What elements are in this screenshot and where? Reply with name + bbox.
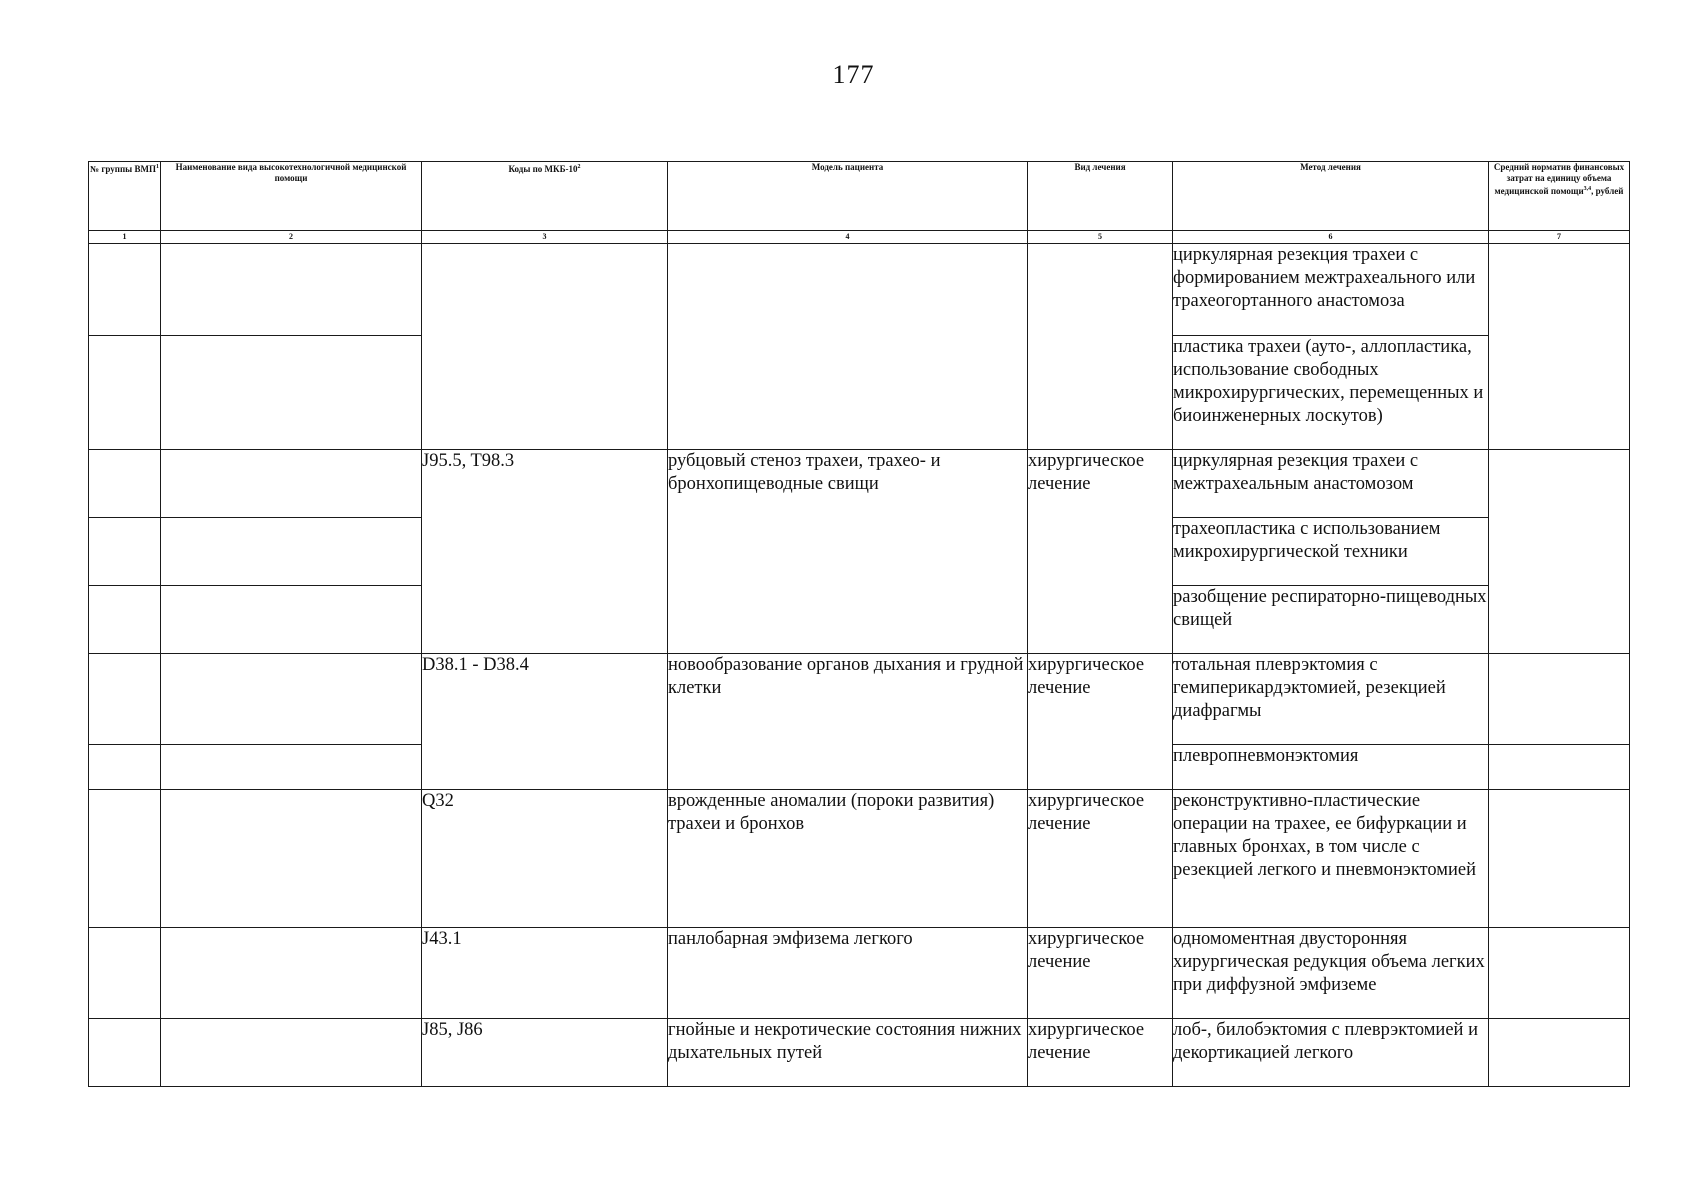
column-number: 5 (1028, 231, 1173, 244)
group-number-cell (89, 790, 161, 928)
service-name-cell (161, 1019, 422, 1087)
treatment-method-cell: циркулярная резекция трахеи с формированием межтрахеального или трахеогортанного анастомоза (1173, 244, 1489, 336)
column-number: 7 (1489, 231, 1630, 244)
column-number: 3 (422, 231, 668, 244)
header-cost-standard: Средний норматив финансовых затрат на единицу объема медицинской помощи$^{3,4}$, рублей (1489, 162, 1630, 231)
patient-model-cell: гнойные и некротические состояния нижних дыхательных путей (668, 1019, 1028, 1087)
cost-cell (1489, 790, 1630, 928)
treatment-type-cell: хирургическое лечение (1028, 928, 1173, 1019)
treatment-method-cell: реконструктивно-пластические операции на трахее, ее бифуркации и главных бронхах, в том числе с резекцией легкого и пневмонэктомией (1173, 790, 1489, 928)
treatment-type-cell: хирургическое лечение (1028, 1019, 1173, 1087)
header-treatment-type: Вид лечения (1028, 162, 1173, 231)
group-number-cell (89, 244, 161, 336)
service-name-cell (161, 790, 422, 928)
patient-model-cell: врожденные аномалии (пороки развития) трахеи и бронхов (668, 790, 1028, 928)
page-number: 177 (832, 60, 875, 89)
table-row (89, 450, 1630, 518)
column-number-row (89, 231, 1630, 244)
column-number: 1 (89, 231, 161, 244)
treatment-method-cell: одномоментная двусторонняя хирургическая редукция объема легких при диффузной эмфиземе (1173, 928, 1489, 1019)
table-row (89, 1019, 1630, 1087)
treatment-type-cell: хирургическое лечение (1028, 654, 1173, 790)
treatment-type-cell: хирургическое лечение (1028, 450, 1173, 654)
cost-cell (1489, 928, 1630, 1019)
icd-codes-cell: D38.1 - D38.4 (422, 654, 668, 790)
treatment-method-cell: циркулярная резекция трахеи с межтрахеальным анастомозом (1173, 450, 1489, 518)
group-number-cell (89, 586, 161, 654)
column-number: 2 (161, 231, 422, 244)
treatment-method-cell: тотальная плеврэктомия с гемиперикардэктомией, резекцией диафрагмы (1173, 654, 1489, 745)
cost-cell (1489, 450, 1630, 654)
service-name-cell (161, 586, 422, 654)
table-row (89, 244, 1630, 336)
patient-model-cell: панлобарная эмфизема легкого (668, 928, 1028, 1019)
service-name-cell (161, 450, 422, 518)
cost-cell (1489, 1019, 1630, 1087)
patient-model-cell: новообразование органов дыхания и грудной клетки (668, 654, 1028, 790)
patient-model-cell: рубцовый стеноз трахеи, трахео- и бронхопищеводные свищи (668, 450, 1028, 654)
header-icd-codes: Коды по МКБ-$10^2$ (422, 162, 668, 231)
group-number-cell (89, 654, 161, 745)
treatment-type-cell (1028, 244, 1173, 450)
group-number-cell (89, 928, 161, 1019)
icd-codes-cell: Q32 (422, 790, 668, 928)
group-number-cell (89, 745, 161, 790)
table-row (89, 790, 1630, 928)
patient-model-cell (668, 244, 1028, 450)
header-treatment-method: Метод лечения (1173, 162, 1489, 231)
header-patient-model: Модель пациента (668, 162, 1028, 231)
service-name-cell (161, 336, 422, 450)
table-row (89, 654, 1630, 745)
service-name-cell (161, 518, 422, 586)
treatment-method-cell: пластика трахеи (ауто-, аллопластика, использование свободных микрохирургических, перемещенных и биоинженерных лоскутов) (1173, 336, 1489, 450)
treatment-type-cell: хирургическое лечение (1028, 790, 1173, 928)
treatment-method-cell: разобщение респираторно-пищеводных свищей (1173, 586, 1489, 654)
header-service-name: Наименование вида высокотехнологичной медицинской помощи (161, 162, 422, 231)
treatment-method-cell: трахеопластика с использованием микрохирургической техники (1173, 518, 1489, 586)
cost-cell (1489, 244, 1630, 450)
icd-codes-cell: J43.1 (422, 928, 668, 1019)
service-name-cell (161, 244, 422, 336)
icd-codes-cell (422, 244, 668, 450)
table-row (89, 928, 1630, 1019)
medical-services-table (88, 161, 1630, 1087)
service-name-cell (161, 654, 422, 745)
group-number-cell (89, 1019, 161, 1087)
group-number-cell (89, 518, 161, 586)
group-number-cell (89, 450, 161, 518)
cost-cell (1489, 654, 1630, 745)
group-number-cell (89, 336, 161, 450)
table-header-row (89, 162, 1630, 231)
column-number: 4 (668, 231, 1028, 244)
cost-cell (1489, 745, 1630, 790)
icd-codes-cell: J85, J86 (422, 1019, 668, 1087)
treatment-method-cell: лоб-, билобэктомия с плеврэктомией и декортикацией легкого (1173, 1019, 1489, 1087)
service-name-cell (161, 928, 422, 1019)
header-group-number: № группы ВМП$^1$ (89, 162, 161, 231)
treatment-method-cell: плевропневмонэктомия (1173, 745, 1489, 790)
icd-codes-cell: J95.5, T98.3 (422, 450, 668, 654)
service-name-cell (161, 745, 422, 790)
column-number: 6 (1173, 231, 1489, 244)
